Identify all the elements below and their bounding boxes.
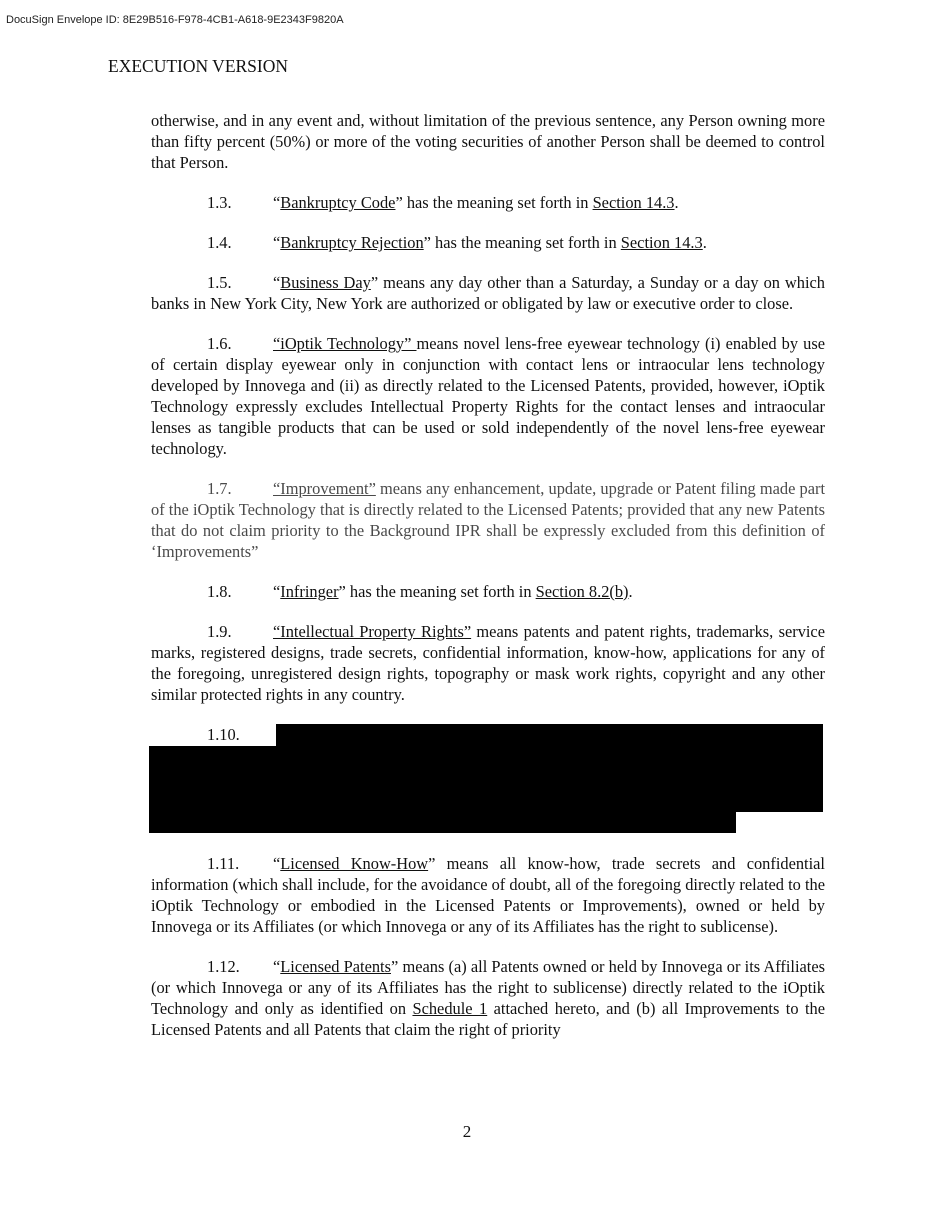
execution-version-label: EXECUTION VERSION bbox=[108, 56, 289, 76]
section-number: 1.11. bbox=[207, 854, 240, 873]
schedule-reference: Schedule 1 bbox=[412, 999, 488, 1018]
definition-text: means any day other than a Saturday, a Sunday or a day on which banks in New York City, New York are authorized or obligated by law or executive order to close. bbox=[151, 273, 825, 313]
defined-term: “Improvement” bbox=[273, 479, 376, 498]
section-reference: Section 14.3 bbox=[620, 233, 703, 252]
definition-1-8: 1.8. “Infringer” has the meaning set forth in Section 8.2(b). bbox=[207, 582, 633, 601]
definition-1-3: 1.3. “Bankruptcy Code” has the meaning set forth in Section 14.3. bbox=[207, 193, 679, 212]
definition-1-9 bbox=[151, 621, 825, 705]
definition-text: means patents and patent rights, trademarks, service marks, registered designs, trade secrets, confidential information, know-how, applications for any of the foregoing, unregistered design rights, topography or mask work rights, copyright and any other similar protected rights in any country. bbox=[151, 622, 825, 704]
definition-1-6 bbox=[151, 333, 825, 459]
section-number: 1.9. bbox=[207, 622, 232, 641]
section-reference: Section 8.2(b) bbox=[535, 582, 629, 601]
section-number: 1.4. bbox=[207, 233, 232, 252]
section-number: 1.8. bbox=[207, 582, 232, 601]
section-number: 1.7. bbox=[207, 479, 232, 498]
defined-term: Licensed Know-How bbox=[280, 854, 429, 873]
redaction-block bbox=[149, 746, 823, 812]
definition-1-4: 1.4. “Bankruptcy Rejection” has the meaning set forth in Section 14.3. bbox=[207, 233, 707, 252]
redaction-block bbox=[276, 724, 823, 746]
definition-1-10-redacted bbox=[151, 724, 825, 836]
section-number: 1.5. bbox=[207, 273, 232, 292]
section-number: 1.12. bbox=[207, 957, 240, 976]
continuation-paragraph: otherwise, and in any event and, without limitation of the previous sentence, any Person owning more than fifty percent (50%) or more of the voting securities of another Person shall be deemed to control that Person. bbox=[151, 111, 825, 172]
section-reference: Section 14.3 bbox=[592, 193, 675, 212]
defined-term: Business Day bbox=[280, 273, 371, 292]
definition-1-12: 1.12. “Licensed Patents” means (a) all Patents owned or held by Innovega or its Affiliates (or which Innovega or any of its Affiliates has the right to sublicense) directly related to the iOptik Technology and only as identified on Schedule 1 attached hereto, and (b) all Improvements to the Licensed Patents and all Patents that claim the right of priority bbox=[151, 957, 826, 1039]
defined-term: “Intellectual Property Rights” bbox=[273, 622, 472, 641]
defined-term: “iOptik Technology” bbox=[273, 334, 417, 353]
section-number: 1.6. bbox=[207, 334, 232, 353]
definition-text: means (a) all Patents owned or held by Innovega or its Affiliates (or which Innovega or any of its Affiliates has the right to sublicense) directly related to the iOptik Technology and only as identified on bbox=[151, 957, 826, 1018]
definition-text: attached hereto, and (b) all Improvements to the Licensed Patents and all Patents that claim the right of priority bbox=[151, 999, 826, 1039]
defined-term: Bankruptcy Code bbox=[280, 193, 396, 212]
document-body bbox=[151, 110, 825, 1059]
definition-1-7 bbox=[151, 478, 825, 562]
section-number: 1.3. bbox=[207, 193, 232, 212]
section-number: 1.10. bbox=[207, 725, 240, 744]
definition-text: means all know-how, trade secrets and confidential information (which shall include, for the avoidance of doubt, all of the foregoing directly related to the iOptik Technology or embodied in the Licensed Patents or Improvements), owned or held by Innovega or its Affiliates (or which Innovega or any of its Affiliates has the right to sublicense). bbox=[151, 854, 825, 936]
definition-1-5: 1.5. “Business Day” means any day other than a Saturday, a Sunday or a day on which banks in New York City, New York are authorized or obligated by law or executive order to close. bbox=[151, 273, 825, 313]
redaction-block bbox=[149, 810, 736, 833]
defined-term: Infringer bbox=[280, 582, 339, 601]
definition-text: means any enhancement, update, upgrade or Patent filing made part of the iOptik Technology that is directly related to the Licensed Patents; provided that any new Patents that do not claim priority to the Background IPR shall be expressly excluded from this definition of ‘Improvements” bbox=[151, 479, 825, 561]
defined-term: Bankruptcy Rejection bbox=[280, 233, 424, 252]
page-number: 2 bbox=[462, 1122, 472, 1141]
docusign-envelope-id: DocuSign Envelope ID: 8E29B516-F978-4CB1-A618-9E2343F9820A bbox=[6, 14, 344, 26]
defined-term: Licensed Patents bbox=[280, 957, 391, 976]
definition-1-11: 1.11. “Licensed Know-How” means all know-how, trade secrets and confidential information (which shall include, for the avoidance of doubt, all of the foregoing directly related to the iOptik Technology or embodied in the Licensed Patents or Improvements), owned or held by Innovega or its Affiliates (or which Innovega or any of its Affiliates has the right to sublicense). bbox=[151, 854, 825, 936]
definition-text: means novel lens-free eyewear technology (i) enabled by use of certain display eyewear only in conjunction with contact lens or intraocular lens technology developed by Innovega and (ii) as directly related to the Licensed Patents, provided, however, iOptik Technology expressly excludes Intellectual Property Rights for the contact lenses and intraocular lenses as tangible products that can be used or sold independently of the novel lens-free eyewear technology. bbox=[151, 334, 825, 458]
